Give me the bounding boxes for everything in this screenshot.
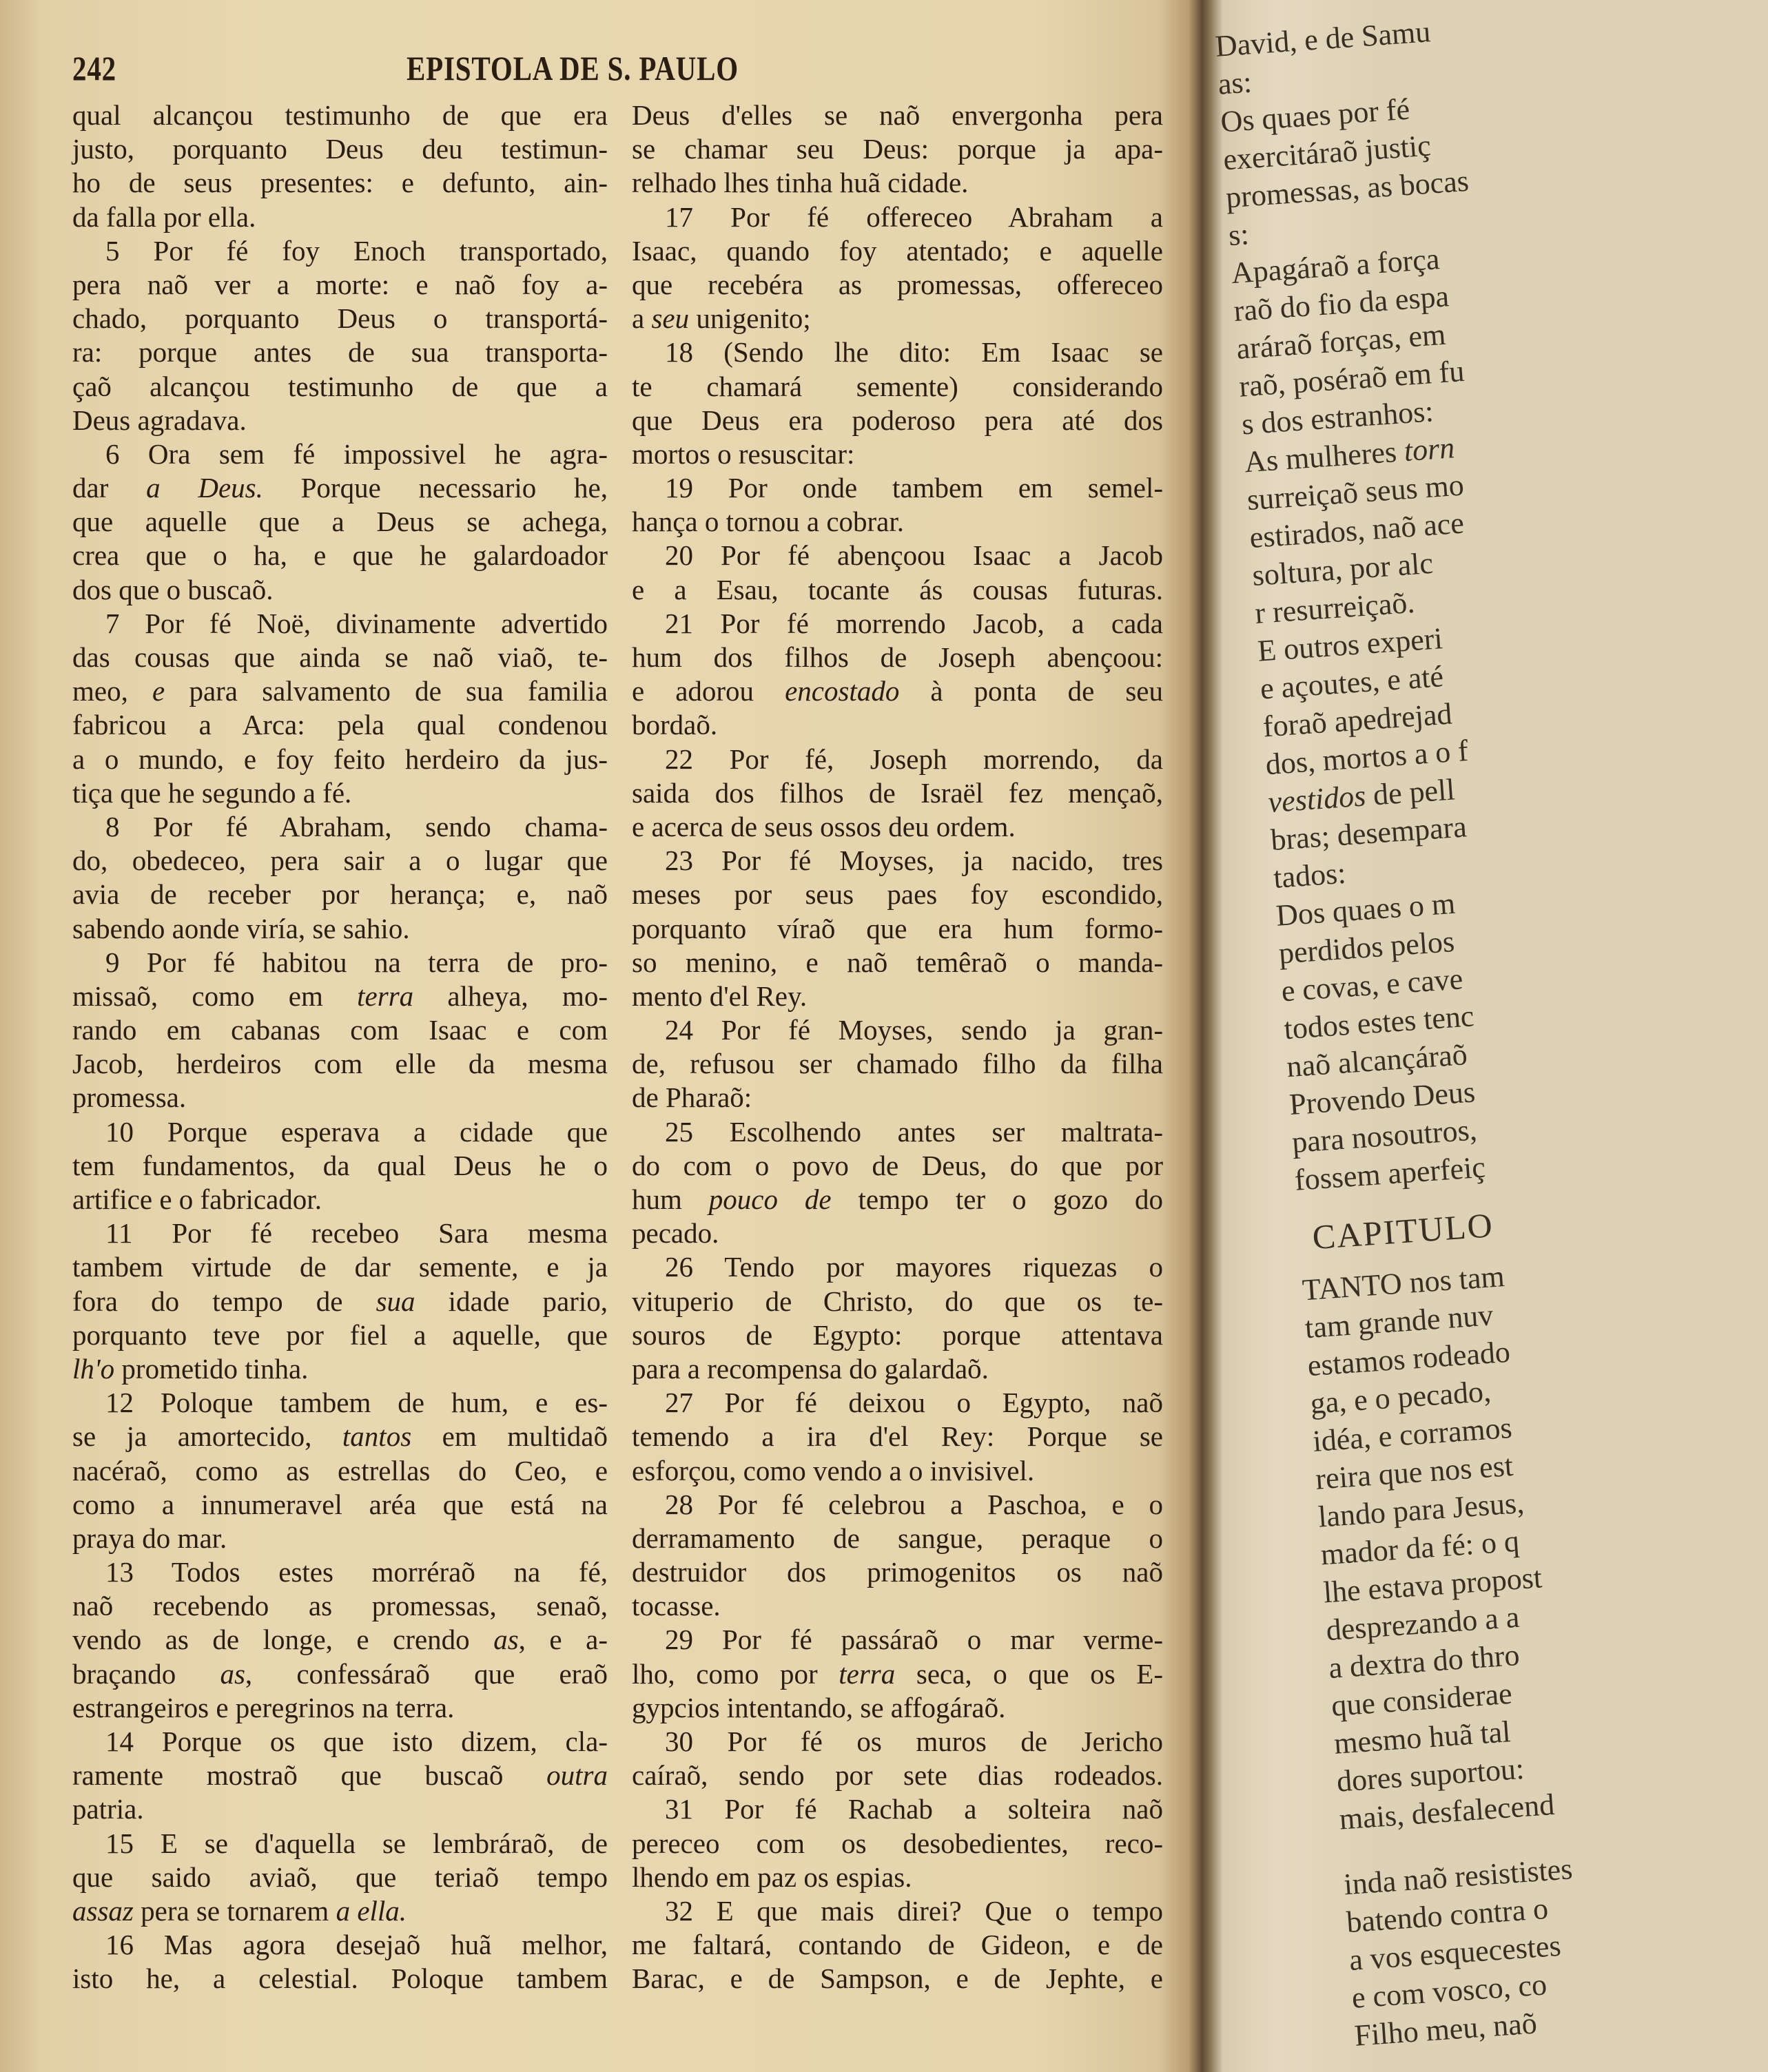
italic-text: terra [839,1657,896,1690]
facing-text-line: promessas, as bocas [1224,163,1470,215]
text-line: fabricou a Arca: pela qual condenou [72,709,608,741]
text-line: 12 Poloque tambem de hum, e es- [105,1387,608,1419]
facing-text-line: idéa, e corramos [1311,1410,1514,1458]
text-line: 21 Por fé morrendo Jacob, a cada [665,607,1163,639]
facing-text-line: mador da fé: o q [1319,1524,1521,1572]
facing-text-line: ga, e o pecado, [1308,1374,1492,1421]
text-line: caíraõ, sendo por sete dias rodeados. [632,1759,1163,1792]
text-line: so menino, e naõ temêraõ o manda- [632,946,1163,978]
text-line: 13 Todos estes morréraõ na fé, [105,1556,608,1588]
text-line: vendo as de longe, e crendo as, e a- [72,1624,608,1656]
text-line: 8 Por fé Abraham, sendo chama- [105,810,608,842]
text-line: e adorou encostado à ponta de seu [632,675,1163,707]
text-line: tocasse. [632,1590,721,1622]
text-line: vituperio de Christo, do que os te- [632,1285,1163,1317]
facing-text-line: s dos estranhos: [1240,394,1435,442]
facing-text-line: tados: [1272,856,1347,895]
text-line: dos que o buscaõ. [72,573,274,605]
facing-block-3 [1343,1837,1768,2055]
text-line: derramamento de sangue, peraque o [632,1522,1163,1554]
text-line: chado, porquanto Deus o transportá- [72,302,608,335]
facing-text-line: As mulheres torn [1243,431,1456,479]
text-line: patria. [72,1793,144,1825]
text-line: saida dos filhos de Israël fez mençaõ, [632,776,1163,809]
text-line: hum pouco de tempo ter o gozo do [632,1183,1163,1215]
text-line: ramente mostraõ que buscaõ outra [72,1759,608,1792]
text-line: braçando as, confessáraõ que eraõ [72,1657,608,1690]
italic-text: outra [546,1759,608,1792]
text-line: Deus d'elles se naõ envergonha pera [632,99,1163,131]
facing-text-line: desprezando a a [1324,1599,1521,1648]
text-line: meses por seus paes foy escondido, [632,878,1163,911]
text-line: Deus agradava. [72,404,247,436]
text-line: que Deus era poderoso pera até dos [632,404,1163,436]
italic-text: a ella. [336,1894,407,1927]
facing-text-line: surreiçaõ seus mo [1246,468,1466,517]
text-line: do com o povo de Deus, do que por [632,1149,1163,1181]
page-number: 242 [72,49,116,87]
text-line: te chamará semente) considerando [632,370,1163,402]
text-line: relhado lhes tinha huã cidade. [632,167,969,199]
facing-text-line: bras; desempara [1269,809,1468,858]
text-line: 24 Por fé Moyses, sendo ja gran- [665,1014,1163,1046]
text-line: 17 Por fé offereceo Abraham a [665,200,1163,233]
text-line: gypcios intentando, se affogáraõ. [632,1691,1006,1723]
text-line: 22 Por fé, Joseph morrendo, da [665,743,1163,775]
text-line: como a innumeravel aréa que está na [72,1488,608,1520]
text-line: estrangeiros e peregrinos na terra. [72,1691,455,1723]
italic-text: terra [357,980,414,1012]
text-line: e acerca de seus ossos deu ordem. [632,810,1016,842]
text-line: 7 Por fé Noë, divinamente advertido [105,607,608,639]
text-line: que recebéra as promessas, offereceo [632,268,1163,300]
text-line: hum dos filhos de Joseph abençoou: [632,641,1163,673]
facing-text-line: fossem aperfeiç [1293,1150,1487,1197]
text-line: crea que o ha, e que he galardoador [72,539,608,572]
text-line: avia de receber por herança; e, naõ [72,878,608,911]
facing-text-line: a dextra do thro [1327,1637,1521,1686]
text-line: se ja amortecido, tantos em multidaõ [72,1420,608,1453]
text-line: 16 Mas agora desejaõ huã melhor, [105,1929,608,1961]
text-line: tiça que he segundo a fé. [72,776,352,809]
italic-text: torn [1403,431,1456,468]
italic-text: encostado [785,675,900,707]
text-line: pecado. [632,1217,719,1250]
facing-text-line: exercitáraõ justiç [1222,128,1432,177]
text-line: souros de Egypto: porque attentava [632,1318,1163,1351]
facing-text-line: e covas, e cave [1280,962,1464,1008]
facing-text-line: dores suportou: [1335,1751,1525,1799]
text-line: çaõ alcançou testimunho de que a [72,370,608,402]
text-line: 30 Por fé os muros de Jericho [665,1726,1163,1757]
facing-text-line: perdidos pelos [1277,924,1456,971]
text-line: promessa. [72,1081,187,1114]
text-line: de Pharaõ: [632,1081,752,1114]
facing-text-line: que considerae [1330,1676,1514,1723]
facing-text-line: batendo contra o [1345,1891,1550,1940]
facing-text-line: mais, desfalecend [1338,1787,1556,1836]
facing-text-line: soltura, por alc [1251,546,1435,592]
text-line: fora do tempo de sua idade pario, [72,1285,608,1317]
text-line: 23 Por fé Moyses, ja nacido, tres [665,845,1163,877]
facing-text-line: Apagáraõ a força [1230,242,1441,291]
facing-text-line: inda naõ resististes [1342,1852,1574,1902]
text-line: me faltará, contando de Gideon, e de [632,1929,1163,1961]
facing-text-line: s: [1227,217,1251,253]
text-line: de, refusou ser chamado filho da filha [632,1048,1163,1080]
text-line: 31 Por fé Rachab a solteira naõ [665,1793,1163,1825]
facing-text-line: Os quaes por fé [1219,92,1411,139]
text-line: mento d'el Rey. [632,980,808,1012]
facing-text-line: E outros experi [1256,621,1444,668]
facing-text-line: e com vosco, co [1350,1967,1548,2015]
text-line: praya do mar. [72,1522,227,1554]
text-line: se chamar seu Deus: porque ja apa- [632,133,1163,165]
text-line: lhendo em paz os espias. [632,1861,912,1893]
text-line: 5 Por fé foy Enoch transportado, [105,234,608,267]
text-line: rando em cabanas com Isaac e com [72,1014,608,1046]
text-line: 10 Porque esperava a cidade que [105,1115,608,1148]
text-line: 11 Por fé recebeo Sara mesma [105,1217,608,1250]
text-line: porquanto víraõ que era hum formo- [632,912,1163,944]
text-line: ho de seus presentes: e defunto, ain- [72,167,608,199]
text-line: 32 E que mais direi? Que o tempo [665,1894,1163,1927]
text-line: mortos o resuscitar: [632,437,855,470]
text-line: do, obedeceo, pera sair a o lugar que [72,845,608,877]
text-line: lh'o prometido tinha. [72,1352,309,1385]
text-line: 9 Por fé habitou na terra de pro- [105,946,608,978]
italic-text: lh'o [72,1352,115,1385]
text-line: 15 E se d'aquella se lembráraõ, de [105,1827,608,1859]
text-line: 19 Por onde tambem em semel- [665,472,1163,504]
facing-text-line: tam grande nuv [1304,1298,1494,1345]
text-line: 18 (Sendo lhe dito: Em Isaac se [665,336,1163,369]
facing-text-line: Provendo Deus [1288,1075,1477,1122]
text-line: 14 Porque os que isto dizem, cla- [105,1726,608,1757]
italic-text: as [220,1657,245,1690]
text-line: missaõ, como em terra alheya, mo- [72,980,608,1012]
facing-text-line: raõ, poséraõ em fu [1237,353,1466,404]
text-column-left [72,99,608,1996]
text-line: nacéraõ, como as estrellas do Ceo, e [72,1454,608,1486]
text-line: que saido aviaõ, que teriaõ tempo [72,1861,608,1893]
facing-block-2 [1301,1243,1753,1838]
chapter-heading: CAPITULO [1310,1205,1495,1257]
text-line: sabendo aonde viría, se sahio. [72,912,410,944]
text-line: Jacob, herdeiros com elle da mesma [72,1048,608,1080]
facing-text-line: TANTO nos tam [1301,1259,1506,1307]
facing-text-line: Filho meu, naõ [1353,2006,1539,2053]
italic-text: vestidos [1266,778,1367,820]
text-line: meo, e para salvamento de sua familia [72,675,608,707]
text-line: tem fundamentos, da qual Deus he o [72,1149,608,1181]
facing-text-line: aráraõ forças, em [1235,317,1447,366]
text-line: das cousas que ainda se naõ viaõ, te- [72,641,608,673]
facing-text-line: Dos quaes o m [1275,886,1457,933]
text-line: 26 Tendo por mayores riquezas o [665,1251,1163,1283]
text-line: pereceo com os desobedientes, reco- [632,1827,1163,1859]
text-line: porquanto teve por fiel a aquelle, que [72,1318,608,1351]
text-line: a seu unigenito; [632,302,811,335]
italic-text: assaz [72,1894,134,1927]
facing-text-line: r resurreiçaõ. [1253,585,1416,630]
italic-text: pouco de [708,1183,832,1215]
text-line: pera naõ ver a morte: e naõ foy a- [72,268,608,300]
text-line: naõ recebendo as promessas, senaõ, [72,1590,608,1622]
text-line: 28 Por fé celebrou a Paschoa, e o [665,1488,1163,1520]
text-line: que aquelle que a Deus se achega, [72,506,608,538]
text-line: bordaõ. [632,709,718,741]
facing-text-line: e açoutes, e até [1259,659,1445,706]
text-line: dar a Deus. Porque necessario he, [72,472,608,504]
text-line: a o mundo, e foy feito herdeiro da jus- [72,743,608,775]
text-line: ra: porque antes de sua transporta- [72,336,608,369]
facing-text-line: as: [1217,65,1253,101]
facing-block-1 [1214,0,1708,1199]
facing-text-line: foraõ apedrejad [1262,696,1453,744]
text-line: qual alcançou testimunho de que era [72,99,608,131]
text-line: lho, como por terra seca, o que os E- [632,1657,1163,1690]
text-line: 25 Escolhendo antes ser maltrata- [665,1115,1163,1148]
facing-text-line: mesmo huã tal [1333,1714,1512,1761]
facing-text-line: vestidos de pell [1266,772,1456,820]
running-head: EPISTOLA DE S. PAULO [407,49,739,87]
facing-text-line: raõ do fio da espa [1233,279,1450,328]
text-line: hança o tornou a cobrar. [632,506,905,538]
text-line: Isaac, quando foy atentado; e aquelle [632,234,1163,267]
italic-text: sua [376,1285,415,1317]
text-line: isto he, a celestial. Poloque tambem [72,1962,608,1995]
text-line: justo, porquanto Deus deu testimun- [72,133,608,165]
facing-text-line: a vos esquecestes [1348,1928,1563,1978]
italic-text: seu [651,302,690,335]
text-line: 29 Por fé passáraõ o mar verme- [665,1624,1163,1656]
text-line: temendo a ira d'el Rey: Porque se [632,1420,1163,1453]
italic-text: tantos [342,1420,412,1453]
text-line: destruidor dos primogenitos os naõ [632,1556,1163,1588]
italic-text: a Deus. [146,472,263,504]
text-line: artifice e o fabricador. [72,1183,322,1215]
facing-text-line: lando para Jesus, [1317,1485,1525,1534]
facing-text-line: naõ alcançáraõ [1285,1037,1469,1084]
facing-page-fragment [1214,0,1574,2072]
italic-text: as [493,1624,519,1656]
facing-text-line: dos, mortos a o f [1264,733,1470,782]
text-column-right [632,99,1163,1996]
text-line: 20 Por fé abençoou Isaac a Jacob [665,539,1163,572]
facing-text-line: todos estes tenc [1282,999,1475,1046]
text-line: e a Esau, tocante ás cousas futuras. [632,573,1163,605]
text-line: 27 Por fé deixou o Egypto, naõ [665,1387,1163,1419]
facing-text-line: estirados, naõ ace [1248,506,1466,555]
italic-text: e [152,675,165,707]
facing-text-line: para nosoutros, [1291,1112,1479,1159]
text-line: assaz pera se tornarem a ella. [72,1894,407,1927]
text-line: tambem virtude de dar semente, e ja [72,1251,608,1283]
facing-text-line: David, e de Samu [1214,14,1432,63]
text-line: 6 Ora sem fé impossivel he agra- [105,437,608,470]
text-line: esforçou, como vendo a o invisivel. [632,1454,1035,1486]
text-line: para a recompensa do galardaõ. [632,1352,989,1385]
facing-text-line: estamos rodeado [1306,1334,1512,1383]
facing-text-line: reira que nos est [1314,1448,1514,1496]
facing-text-line: lhe estava propost [1322,1560,1543,1610]
text-line: Barac, e de Sampson, e de Jephte, e [632,1962,1163,1995]
text-line: da falla por ella. [72,200,256,233]
